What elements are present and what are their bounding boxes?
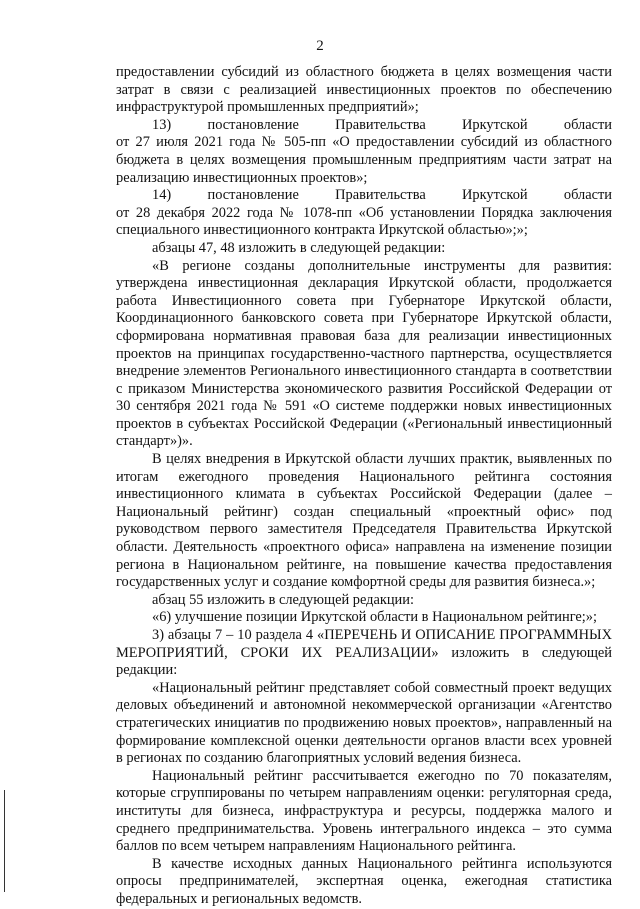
paragraph-p7: абзац 55 изложить в следующей редакции: <box>152 591 414 608</box>
paragraph-p3a: 14) постановление Правительства Иркутской области <box>152 187 612 204</box>
paragraph-p1: предоставлении субсидий из областного бюджета в целях возмещения части затрат в связи с реализацией инвестиционных проектов по обеспечению инфраструктурой промышленных предприятий»; <box>116 64 612 116</box>
paragraph-p2b: от 27 июля 2021 года № 505-пп «О предоставлении субсидий из областного бюджета в целях возмещения промышленным предприятиям части затрат на реализацию инвестиционных проектов»; <box>116 134 612 186</box>
paragraph-p12: В качестве исходных данных Национального рейтинга используются опросы предпринимателей, экспертная оценка, ежегодная статистика федеральных и региональных ведомств. <box>116 855 612 907</box>
page-number: 2 <box>316 38 324 54</box>
document-body <box>116 64 612 909</box>
paragraph-p6: В целях внедрения в Иркутской области лучших практик, выявленных по итогам ежегодного проведения Национального рейтинга состояния инвестиционного климата в субъектах Российской Федерации (далее – Национальный рейтинг) создан специальный «проектный офис» под руководством первого заместителя Председателя Правительства Иркутской области. Деятельность «проектного офиса» направлена на изменение позиции региона в Национальном рейтинге, на повышение качества предоставления государственных услуг и создание комфортной среды для развития бизнеса.»; <box>116 451 612 591</box>
paragraph-p4: абзацы 47, 48 изложить в следующей редакции: <box>152 239 446 256</box>
paragraph-p3b: от 28 декабря 2022 года № 1078-пп «Об установлении Порядка заключения специального инвестиционного контракта Иркутской областью»;»; <box>116 204 612 239</box>
paragraph-p8: «6) улучшение позиции Иркутской области в Национальном рейтинге;»; <box>152 609 597 626</box>
paragraph-p9: 3) абзацы 7 – 10 раздела 4 «ПЕРЕЧЕНЬ И ОПИСАНИЕ ПРОГРАММНЫХ МЕРОПРИЯТИЙ, СРОКИ ИХ РЕАЛИЗАЦИИ» изложить в следующей редакции: <box>116 627 612 679</box>
paragraph-p2a: 13) постановление Правительства Иркутской области <box>152 116 612 133</box>
paragraph-p5: «В регионе созданы дополнительные инструменты для развития: утверждена инвестиционная декларация Иркутской области, продолжается работа Инвестиционного совета при Губернаторе Иркутской области, Координационного банковского совета при Губернаторе Иркутской области, сформирована нормативная правовая база для реализации инвестиционных проектов на принципах государственно-частного партнерства, осуществляется внедрение элементов Регионального инвестиционного стандарта в соответствии с приказом Министерства экономического развития Российской Федерации от 30 сентября 2021 года № 591 «О системе поддержки новых инвестиционных проектов в субъектах Российской Федерации («Региональный инвестиционный стандарт»)». <box>116 257 612 450</box>
paragraph-p10: «Национальный рейтинг представляет собой совместный проект ведущих деловых объединений и автономной некоммерческой организации «Агентство стратегических инициатив по продвижению новых проектов», направленный на формирование комплексной оценки деятельности органов власти всех уровней в регионах по созданию благоприятных условий ведения бизнеса. <box>116 679 612 767</box>
paragraph-p11: Национальный рейтинг рассчитывается ежегодно по 70 показателям, которые сгруппированы по четырем направлениям оценки: регуляторная среда, институты для бизнеса, инфраструктура и ресурсы, поддержка малого и среднего предпринимательства. Уровень интегрального индекса – это сумма баллов по всем четырем направлениям Национального рейтинга. <box>116 767 612 855</box>
scan-edge-line <box>4 790 5 892</box>
